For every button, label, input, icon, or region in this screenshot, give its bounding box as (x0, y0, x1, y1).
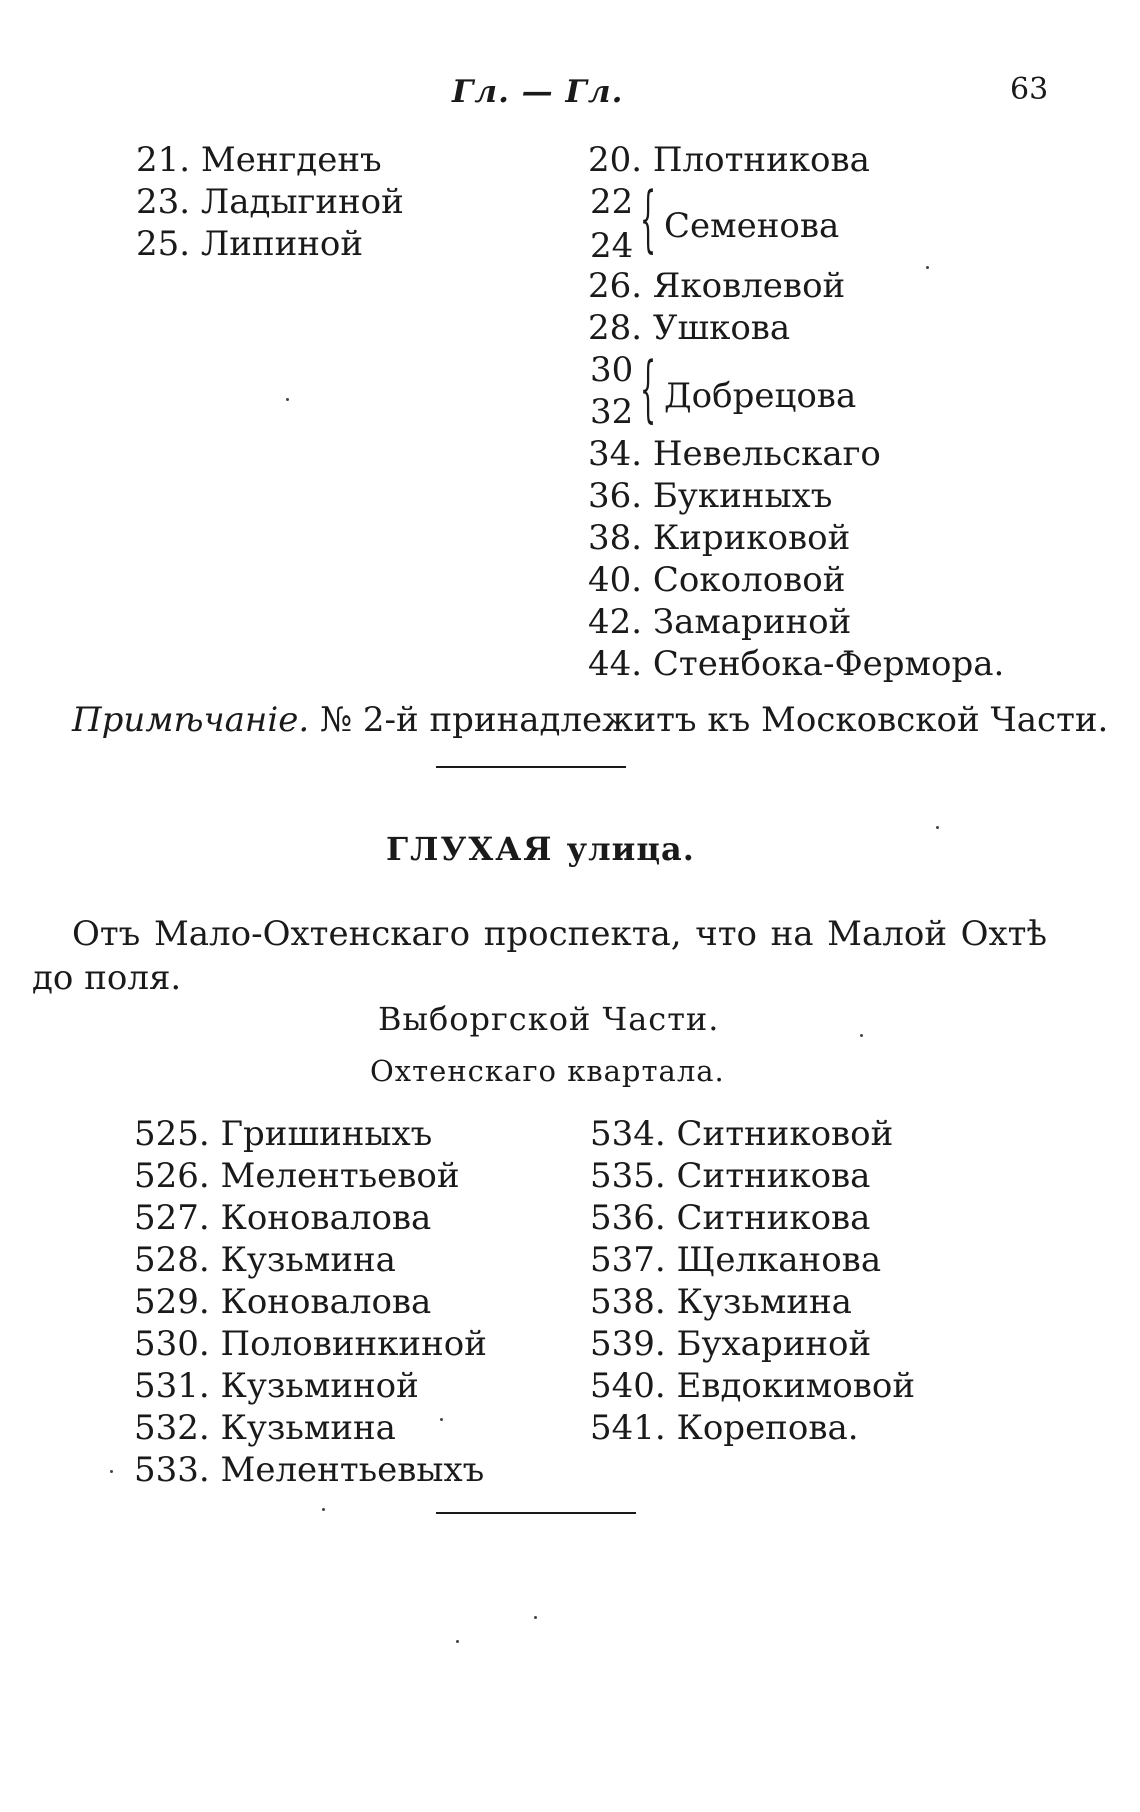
owner-name: Кириковой (652, 518, 851, 558)
house-number: 537. (590, 1240, 666, 1280)
list-item (134, 1240, 396, 1280)
owner-name: Кузьмина (676, 1282, 852, 1322)
district-heading: Выборгской Части. (378, 1000, 720, 1038)
list-item (136, 182, 404, 222)
list-item (588, 140, 870, 180)
list-item (588, 434, 881, 474)
house-number: 34. (588, 434, 643, 474)
list-item (588, 308, 790, 348)
owner-name: Липиной (200, 224, 364, 264)
scan-speck (860, 1034, 863, 1037)
list-item (588, 518, 850, 558)
street-name: ГЛУХАЯ (386, 830, 554, 868)
house-number: 25. (136, 224, 191, 264)
owner-name: Ситникова (676, 1156, 871, 1196)
street-title (386, 830, 695, 868)
house-number: 538. (590, 1282, 666, 1322)
list-item (590, 1324, 871, 1364)
description-line-2: до поля. (32, 958, 182, 998)
house-number-24: 24 (590, 226, 634, 266)
house-number: 541. (590, 1408, 666, 1448)
owner-name: Евдокимовой (676, 1366, 915, 1406)
list-item (590, 1282, 852, 1322)
list-item (134, 1324, 487, 1364)
list-item (134, 1156, 460, 1196)
house-number: 21. (136, 140, 191, 180)
house-number: 20. (588, 140, 643, 180)
owner-name: Ситникова (676, 1198, 871, 1238)
divider (436, 766, 626, 768)
scan-speck (534, 1616, 537, 1619)
owner-name: Замариной (652, 602, 852, 642)
list-item (134, 1366, 419, 1406)
owner-name: Ушкова (652, 308, 791, 348)
house-number: 530. (134, 1324, 210, 1364)
list-item (588, 602, 851, 642)
list-item (590, 1114, 893, 1154)
scan-speck (456, 1640, 459, 1643)
list-item (134, 1114, 432, 1154)
house-number: 526. (134, 1156, 210, 1196)
house-number: 38. (588, 518, 643, 558)
list-item (590, 1408, 859, 1448)
list-item (590, 1240, 881, 1280)
owner-name: Яковлевой (652, 266, 846, 306)
owner-name: Коновалова (220, 1198, 432, 1238)
owner-name: Невельскаго (652, 434, 881, 474)
list-item (136, 224, 363, 264)
house-number-30: 30 (590, 350, 634, 390)
list-item (588, 644, 1004, 684)
owner-name: Половинкиной (220, 1324, 487, 1364)
house-number: 533. (134, 1450, 210, 1490)
house-number: 26. (588, 266, 643, 306)
owner-name: Корепова. (676, 1408, 859, 1448)
list-item (590, 1156, 870, 1196)
house-number: 532. (134, 1408, 210, 1448)
list-item (134, 1198, 431, 1238)
owner-name: Кузьминой (220, 1366, 419, 1406)
scan-speck (110, 1470, 113, 1473)
description-line-1: Отъ Мало-Охтенскаго проспекта, что на Малой Охтѣ (72, 914, 1047, 954)
list-item (590, 1198, 870, 1238)
list-item (136, 140, 382, 180)
page-number: 63 (1010, 72, 1049, 107)
divider (436, 1512, 636, 1514)
house-number: 539. (590, 1324, 666, 1364)
house-number: 529. (134, 1282, 210, 1322)
owner-name: Щелканова (676, 1240, 882, 1280)
owner-name: Мелентьевыхъ (220, 1450, 485, 1490)
owner-name: Мелентьевой (220, 1156, 460, 1196)
brace-icon: { (640, 346, 657, 430)
scan-speck (322, 1508, 325, 1511)
owner-name: Добрецова (664, 376, 857, 416)
owner-name: Ситниковой (676, 1114, 894, 1154)
owner-name: Кузьмина (220, 1408, 396, 1448)
house-number: 44. (588, 644, 643, 684)
list-item (588, 560, 845, 600)
house-number-32: 32 (590, 392, 634, 432)
house-number: 40. (588, 560, 643, 600)
house-number: 28. (588, 308, 643, 348)
house-number: 525. (134, 1114, 210, 1154)
list-item (134, 1450, 484, 1490)
scan-speck (926, 266, 929, 269)
list-item (134, 1408, 396, 1448)
owner-name: Кузьмина (220, 1240, 396, 1280)
street-type: улица. (566, 830, 695, 868)
scan-speck (936, 826, 939, 829)
list-item (590, 1366, 915, 1406)
house-number: 36. (588, 476, 643, 516)
house-number: 534. (590, 1114, 666, 1154)
owner-name: Бухариной (676, 1324, 872, 1364)
house-number: 540. (590, 1366, 666, 1406)
owner-name: Букиныхъ (652, 476, 833, 516)
list-item (588, 266, 845, 306)
note-text: № 2-й принадлежитъ къ Московской Части. (319, 700, 1109, 740)
owner-name: Плотникова (652, 140, 870, 180)
scan-speck (286, 398, 289, 401)
owner-name: Стенбока-Фермора. (652, 644, 1005, 684)
owner-name: Семенова (664, 206, 840, 246)
scan-speck (440, 1418, 443, 1421)
list-item (588, 476, 832, 516)
owner-name: Коновалова (220, 1282, 432, 1322)
quarter-heading: Охтенскаго квартала. (370, 1054, 725, 1088)
owner-name: Ладыгиной (200, 182, 404, 222)
list-item (134, 1282, 431, 1322)
house-number: 536. (590, 1198, 666, 1238)
house-number: 528. (134, 1240, 210, 1280)
house-number: 527. (134, 1198, 210, 1238)
owner-name: Соколовой (652, 560, 846, 600)
owner-name: Менгденъ (200, 140, 382, 180)
house-number: 42. (588, 602, 643, 642)
house-number: 535. (590, 1156, 666, 1196)
house-number: 23. (136, 182, 191, 222)
note-label: Примѣчаніе. (72, 700, 310, 740)
owner-name: Гришиныхъ (220, 1114, 433, 1154)
brace-icon: { (640, 176, 657, 260)
house-number-22: 22 (590, 182, 634, 222)
house-number: 531. (134, 1366, 210, 1406)
footnote (72, 700, 1108, 740)
running-title: Гл. — Гл. (452, 74, 624, 110)
